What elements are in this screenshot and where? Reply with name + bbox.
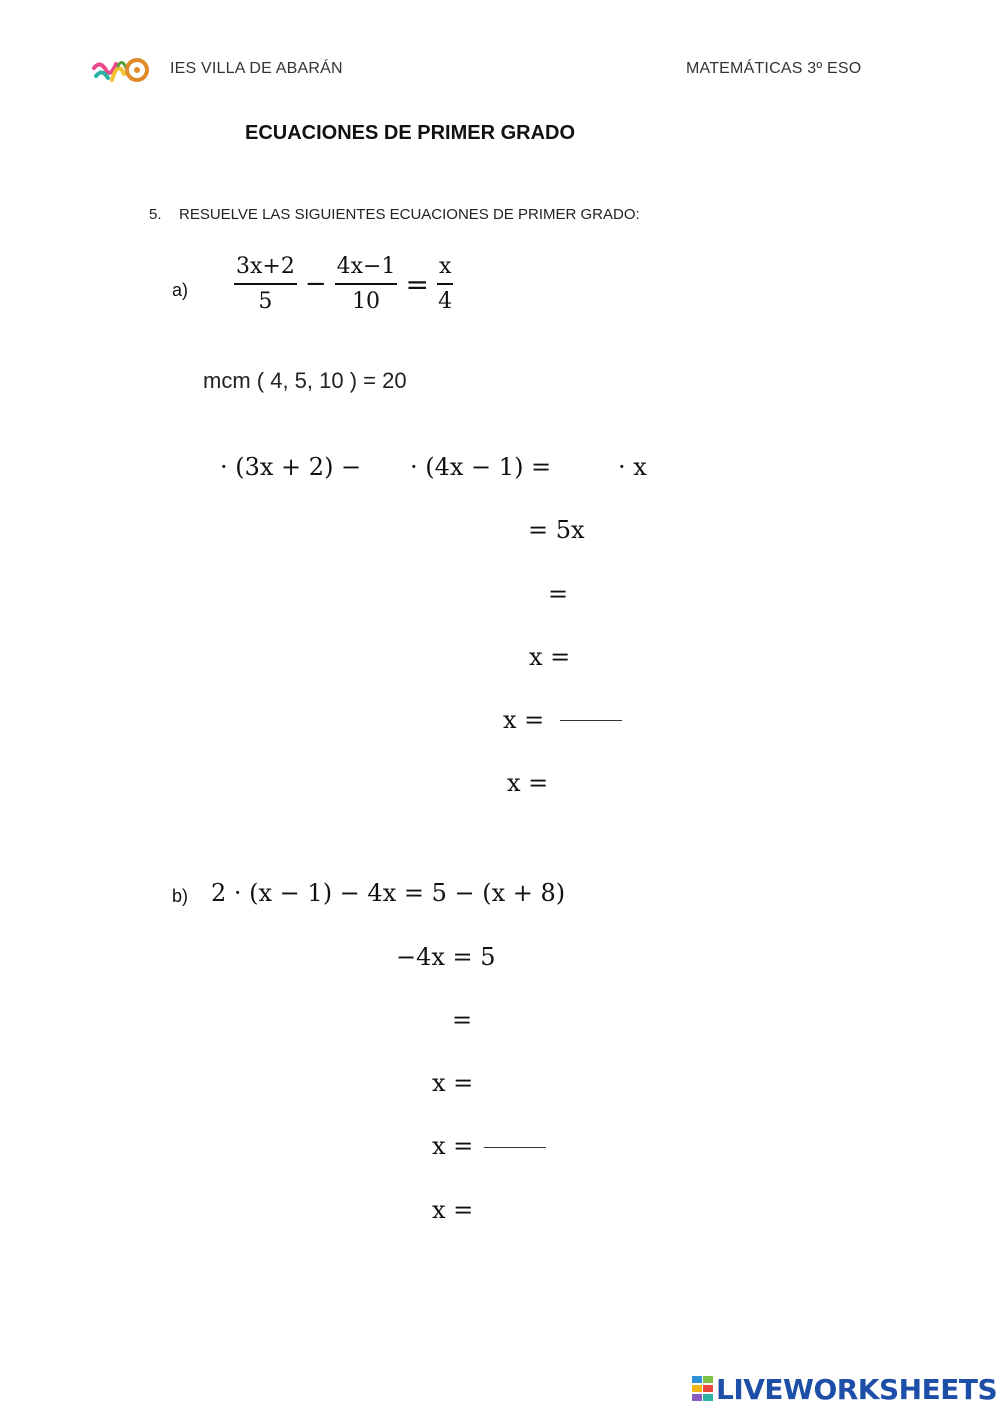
- liveworksheets-brand: [692, 1374, 997, 1404]
- step-a-4: x =: [529, 643, 571, 671]
- subject-name: MATEMÁTICAS 3º ESO: [686, 60, 862, 77]
- step-b-1: −4x = 5: [396, 943, 496, 971]
- fraction-bar-b: [484, 1147, 546, 1148]
- step-b-5: x =: [432, 1196, 474, 1224]
- step-a-1-term-3: · x: [618, 453, 647, 481]
- fraction-3-numerator: x: [437, 254, 453, 285]
- liveworksheets-logo-icon: [692, 1376, 714, 1402]
- school-name: IES VILLA DE ABARÁN: [170, 60, 343, 77]
- liveworksheets-text: LIVEWORKSHEETS: [716, 1372, 998, 1406]
- fraction-3-denominator: 4: [438, 289, 453, 314]
- step-a-3: =: [548, 580, 569, 608]
- equation-a: $\frac{3x+2}{5}$ − $\frac{4x-1}{10}$ = $\frac{x}{4}$: [236, 254, 453, 314]
- step-a-1-term-2: · (4x − 1) =: [410, 453, 552, 481]
- fraction-1: [234, 254, 297, 314]
- fraction-1-denominator: 5: [258, 289, 273, 314]
- step-a-2: = 5x: [528, 516, 585, 544]
- page-title: ECUACIONES DE PRIMER GRADO: [245, 122, 576, 144]
- fraction-bar-a: [560, 720, 622, 721]
- step-b-3: x =: [432, 1069, 474, 1097]
- part-a-label: a): [172, 280, 189, 300]
- mcm-text: mcm ( 4, 5, 10 ) = 20: [203, 368, 407, 393]
- fraction-2-numerator: 4x−1: [335, 254, 398, 285]
- step-a-6: x =: [507, 769, 549, 797]
- school-logo-icon: [92, 54, 150, 86]
- exercise-number: 5.: [149, 206, 162, 223]
- fraction-2: [335, 254, 398, 314]
- step-a-1-term-1: · (3x + 2) −: [220, 453, 362, 481]
- fraction-3: [437, 254, 453, 314]
- fraction-2-denominator: 10: [352, 289, 381, 314]
- exercise-instruction: RESUELVE LAS SIGUIENTES ECUACIONES DE PRIMER GRADO:: [179, 206, 640, 223]
- equation-b: 2 · (x − 1) − 4x = 5 − (x + 8): [211, 879, 566, 907]
- step-b-2: =: [452, 1006, 473, 1034]
- step-b-4: x =: [432, 1132, 474, 1160]
- step-a-5: x =: [503, 706, 545, 734]
- fraction-1-numerator: 3x+2: [234, 254, 297, 285]
- part-b-label: b): [172, 886, 189, 906]
